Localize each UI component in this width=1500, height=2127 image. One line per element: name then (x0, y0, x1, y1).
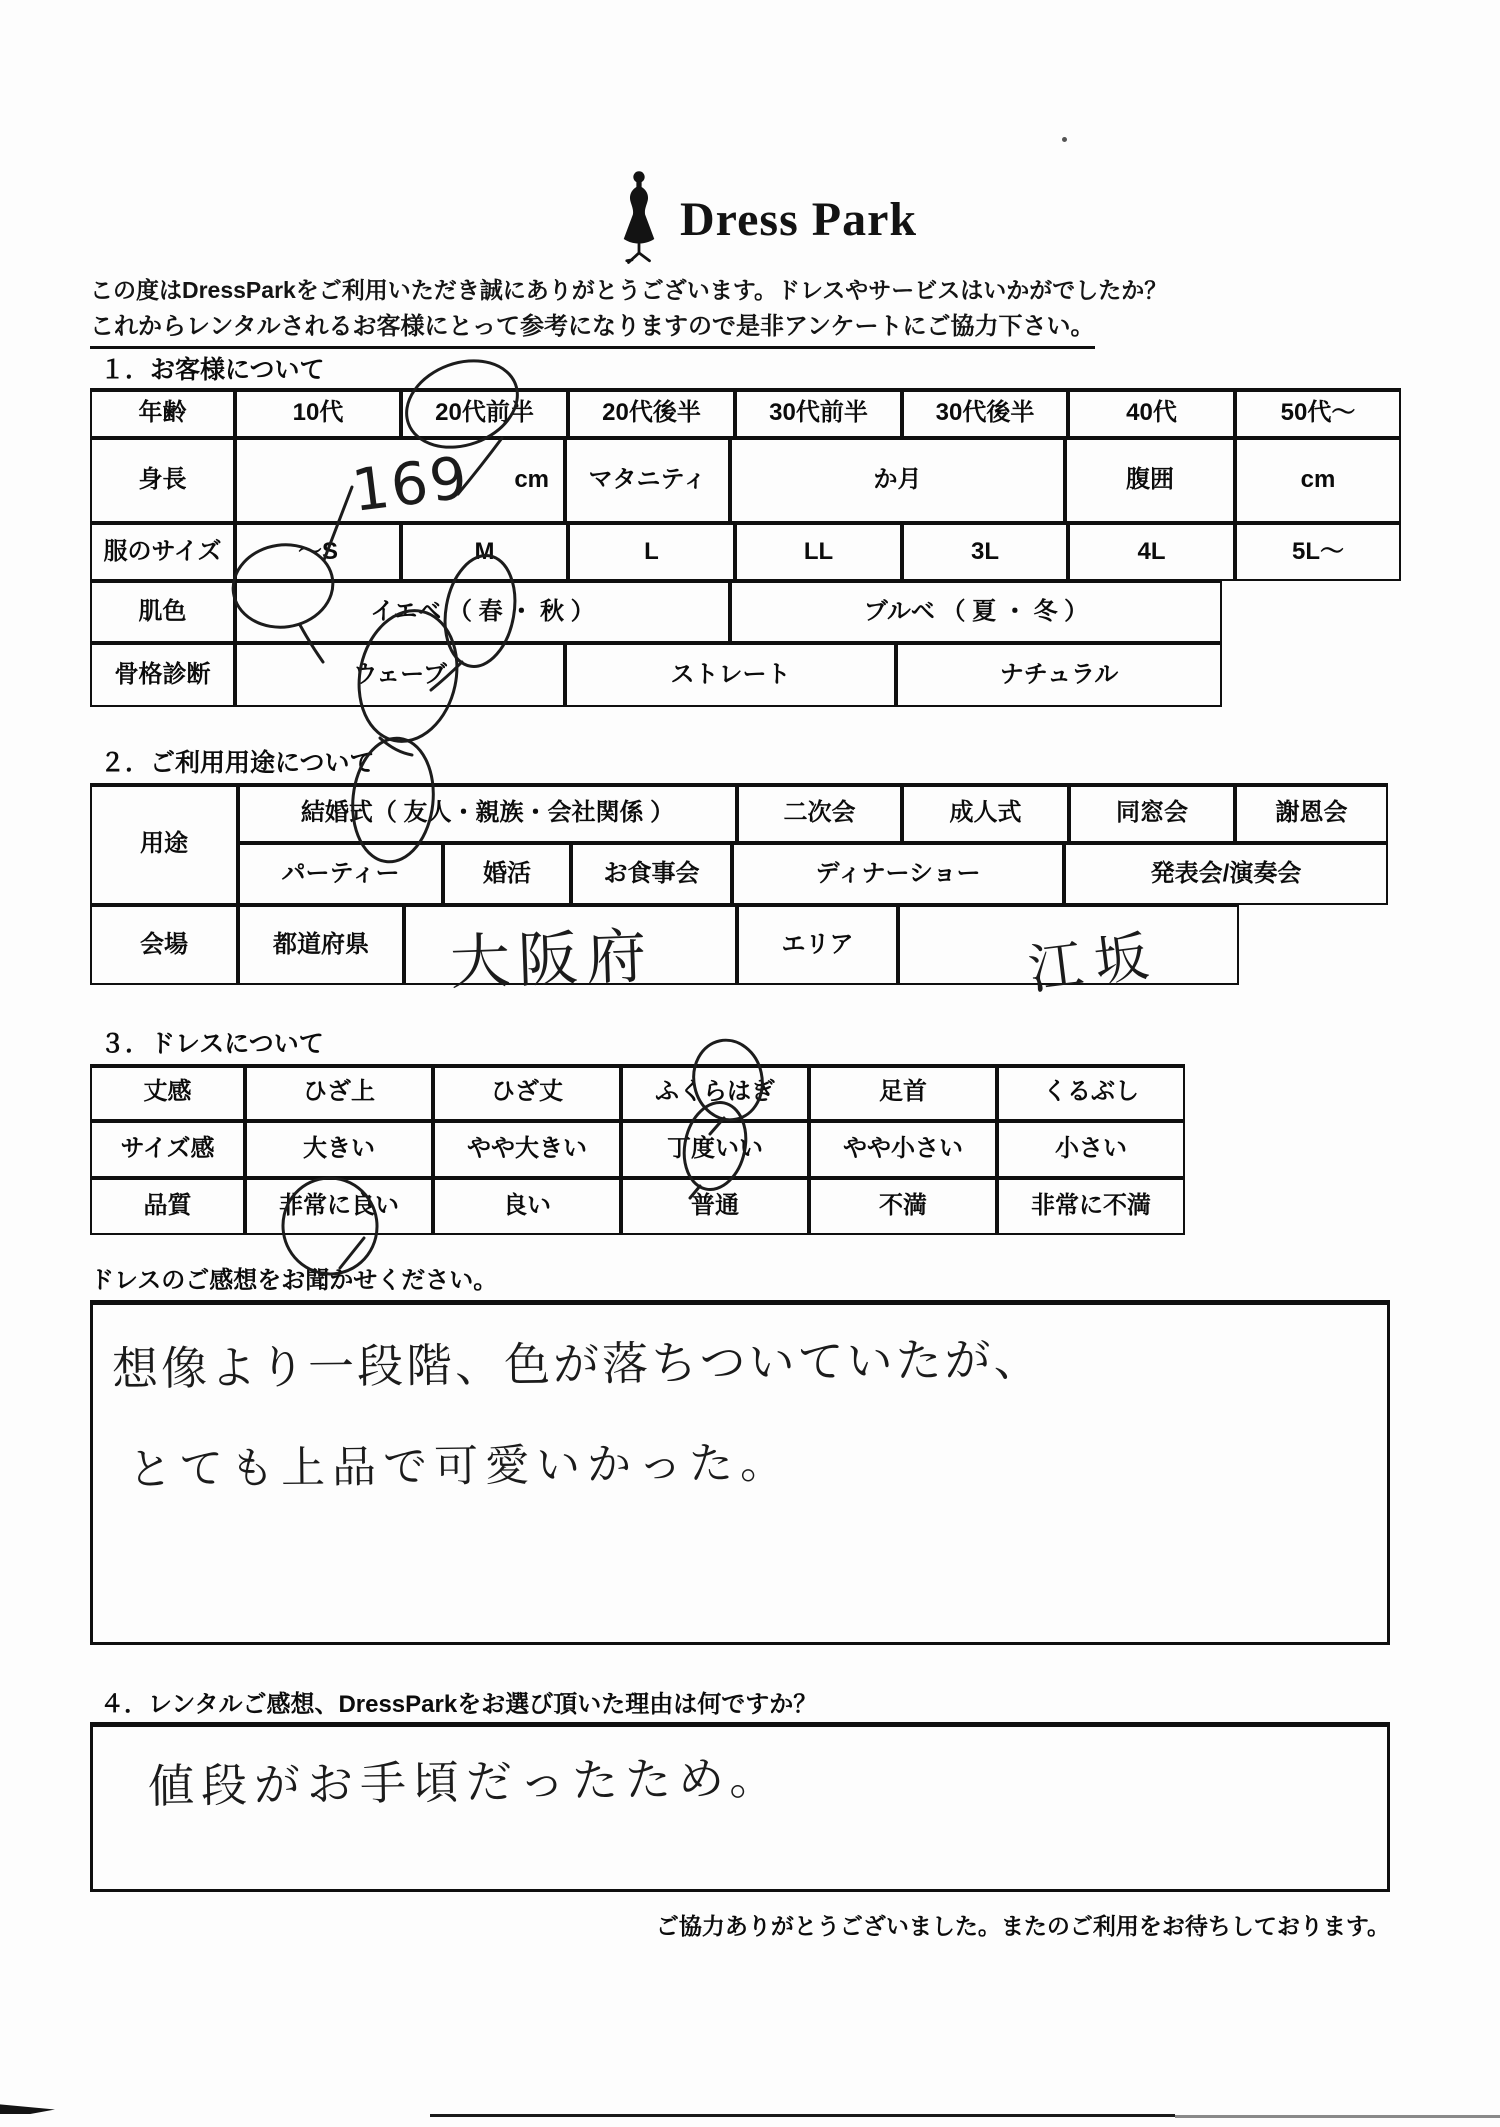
purpose-option-dinner-show: ディナーショー (732, 843, 1064, 905)
size-option-ll: LL (735, 523, 902, 581)
length-option-anklebone: くるぶし (997, 1064, 1185, 1121)
scan-speck (1062, 137, 1067, 142)
purpose-option-konkatsu: 婚活 (443, 843, 571, 905)
fit-option-slightly-small: やや小さい (809, 1121, 997, 1178)
length-option-ankle: 足首 (809, 1064, 997, 1121)
scan-line-bottom-gray (1175, 2115, 1500, 2118)
skin-label: 肌色 (90, 581, 235, 643)
quality-option-normal: 普通 (621, 1178, 809, 1235)
handwritten-feedback-line1: 想像より一段階、色が落ちついていたが、 (111, 1332, 1043, 1396)
age-option-30s-early: 30代前半 (735, 388, 902, 438)
size-option-l: L (568, 523, 735, 581)
section1-title: １．お客様について (100, 356, 325, 384)
age-label: 年齢 (90, 388, 235, 438)
handwritten-reason: 値段がお手頃だったため。 (147, 1750, 783, 1814)
maternity-label: マタニティ (565, 438, 730, 523)
footer-thanks: ご協力ありがとうございました。またのご利用をお待ちしております。 (655, 1913, 1390, 1939)
size-option-3l: 3L (902, 523, 1068, 581)
fit-option-small: 小さい (997, 1121, 1185, 1178)
pen-stroke-wave-tail (380, 738, 412, 755)
length-option-knee: ひざ丈 (433, 1064, 621, 1121)
months-label: か月 (730, 438, 1065, 523)
purpose-option-party: パーティー (238, 843, 443, 905)
purpose-option-recital: 発表会/演奏会 (1064, 843, 1388, 905)
scan-mark-bottom-left (0, 2098, 55, 2114)
feedback-prompt: ドレスのご感想をお聞かせください。 (90, 1267, 498, 1294)
frame-label: 骨格診断 (90, 643, 235, 707)
age-option-20s-early: 20代前半 (401, 388, 568, 438)
quality-option-very-good: 非常に良い (245, 1178, 433, 1235)
area-label: エリア (737, 905, 898, 985)
size-label: 服のサイズ (90, 523, 235, 581)
quality-option-very-unsatisfied: 非常に不満 (997, 1178, 1185, 1235)
brand-logo-text: Dress Park (680, 193, 918, 246)
fit-option-just-right: 丁度いい (621, 1121, 809, 1178)
section4-title: ４．レンタルご感想、DressParkをお選び頂いた理由は何ですか？ (100, 1691, 818, 1718)
purpose-option-reunion: 同窓会 (1069, 783, 1235, 843)
section3-title: ３．ドレスについて (100, 1030, 324, 1058)
waist-label: 腹囲 (1065, 438, 1235, 523)
handwritten-prefecture: 大阪府 (449, 921, 656, 999)
fit-option-large: 大きい (245, 1121, 433, 1178)
quality-option-unsatisfied: 不満 (809, 1178, 997, 1235)
height-value-cell: cm (235, 438, 565, 523)
age-option-20s-late: 20代後半 (568, 388, 735, 438)
purpose-option-dinner-party: お食事会 (571, 843, 732, 905)
handwritten-feedback-line2: とても上品で可愛いかった。 (127, 1437, 792, 1496)
skin-cool-option: ブルベ （ 夏 ・ 冬 ） (730, 581, 1222, 643)
handwritten-area: 江坂 (1025, 923, 1164, 1002)
height-label: 身長 (90, 438, 235, 523)
frame-option-straight: ストレート (565, 643, 896, 707)
purpose-label: 用途 (90, 783, 238, 905)
prefecture-label: 都道府県 (238, 905, 404, 985)
purpose-option-afterparty: 二次会 (737, 783, 902, 843)
purpose-option-wedding: 結婚式（ 友人・親族・会社関係 ） (238, 783, 737, 843)
section2-title: ２．ご利用用途について (100, 749, 375, 777)
age-option-30s-late: 30代後半 (902, 388, 1068, 438)
size-option-m: M (401, 523, 568, 581)
fit-label: サイズ感 (90, 1121, 245, 1178)
purpose-option-thanks-party: 謝恩会 (1235, 783, 1388, 843)
size-option-4l: 4L (1068, 523, 1235, 581)
venue-label: 会場 (90, 905, 238, 985)
length-option-above-knee: ひざ上 (245, 1064, 433, 1121)
size-option-s: ～S (235, 523, 401, 581)
scan-line-bottom-dark (430, 2114, 1175, 2117)
size-option-5l: 5L～ (1235, 523, 1401, 581)
length-label: 丈感 (90, 1064, 245, 1121)
waist-unit-cell: cm (1235, 438, 1401, 523)
frame-option-natural: ナチュラル (896, 643, 1222, 707)
length-option-calf: ふくらはぎ (621, 1064, 809, 1121)
age-option-10s: 10代 (235, 388, 401, 438)
intro-line2: これからレンタルされるお客様にとって参考になりますので是非アンケートにご協力下さい。 (90, 306, 1095, 349)
quality-label: 品質 (90, 1178, 245, 1235)
intro-line1: この度はDressParkをご利用いただき誠にありがとうございます。ドレスやサービスはいかがでしたか？ (90, 277, 1168, 303)
age-option-50s: 50代～ (1235, 388, 1401, 438)
frame-option-wave: ウェーブ (235, 643, 565, 707)
age-option-40s: 40代 (1068, 388, 1235, 438)
skin-warm-option: イエベ （ 春 ・ 秋 ） (235, 581, 730, 643)
handwritten-height-value: 169 (348, 443, 473, 525)
quality-option-good: 良い (433, 1178, 621, 1235)
purpose-option-coming-of-age: 成人式 (902, 783, 1069, 843)
dress-form-icon (612, 170, 666, 266)
fit-option-slightly-large: やや大きい (433, 1121, 621, 1178)
